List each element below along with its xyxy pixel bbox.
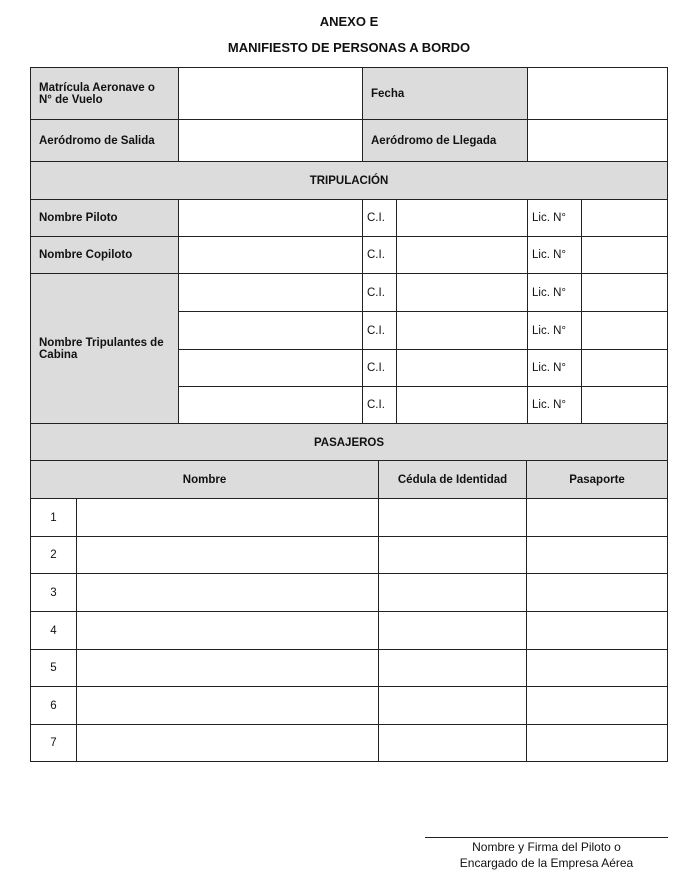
cabin-crew-ci-field[interactable] <box>397 274 528 312</box>
cabin-crew-name-field[interactable] <box>179 312 363 350</box>
passenger-passport-field[interactable] <box>527 725 668 762</box>
passenger-name-field[interactable] <box>77 574 379 612</box>
column-header-passport: Pasaporte <box>527 461 668 499</box>
pilot-license-field[interactable] <box>582 200 668 237</box>
copilot-ci-field[interactable] <box>397 237 528 274</box>
arrival-label: Aeródromo de Llegada <box>363 120 528 162</box>
passengers-section-title: PASAJEROS <box>31 424 668 462</box>
row-number: 2 <box>31 537 77 574</box>
passenger-passport-field[interactable] <box>527 612 668 650</box>
license-label: Lic. N° <box>528 200 582 237</box>
passengers-table <box>30 460 668 762</box>
ci-label: C.I. <box>363 387 397 424</box>
passenger-passport-field[interactable] <box>527 537 668 574</box>
passenger-name-field[interactable] <box>77 499 379 537</box>
arrival-field[interactable] <box>528 120 668 162</box>
table-row <box>31 537 668 574</box>
passenger-id-field[interactable] <box>379 574 527 612</box>
row-number: 1 <box>31 499 77 537</box>
passenger-id-field[interactable] <box>379 725 527 762</box>
cabin-crew-label: Nombre Tripulantes de Cabina <box>31 274 179 424</box>
cabin-crew-name-field[interactable] <box>179 387 363 424</box>
passenger-name-field[interactable] <box>77 650 379 687</box>
passenger-id-field[interactable] <box>379 612 527 650</box>
passenger-id-field[interactable] <box>379 499 527 537</box>
row-number: 7 <box>31 725 77 762</box>
table-row <box>31 687 668 725</box>
passenger-name-field[interactable] <box>77 537 379 574</box>
passenger-passport-field[interactable] <box>527 499 668 537</box>
license-label: Lic. N° <box>528 237 582 274</box>
pilot-name-field[interactable] <box>179 200 363 237</box>
departure-label: Aeródromo de Salida <box>31 120 179 162</box>
passenger-passport-field[interactable] <box>527 650 668 687</box>
cabin-crew-ci-field[interactable] <box>397 312 528 350</box>
license-label: Lic. N° <box>528 387 582 424</box>
copilot-name-field[interactable] <box>179 237 363 274</box>
signature-caption-line2: Encargado de la Empresa Aérea <box>459 856 634 870</box>
date-field[interactable] <box>528 68 668 120</box>
registration-label: Matrícula Aeronave o N° de Vuelo <box>31 68 179 120</box>
copilot-license-field[interactable] <box>582 237 668 274</box>
passenger-name-field[interactable] <box>77 687 379 725</box>
column-header-name: Nombre <box>31 461 379 499</box>
crew-section-title: TRIPULACIÓN <box>31 162 668 200</box>
flight-crew-table <box>30 67 668 462</box>
cabin-crew-ci-field[interactable] <box>397 350 528 387</box>
ci-label: C.I. <box>363 350 397 387</box>
pilot-label: Nombre Piloto <box>31 200 179 237</box>
ci-label: C.I. <box>363 200 397 237</box>
ci-label: C.I. <box>363 237 397 274</box>
registration-field[interactable] <box>179 68 363 120</box>
signature-line <box>425 837 668 838</box>
passenger-id-field[interactable] <box>379 650 527 687</box>
ci-label: C.I. <box>363 312 397 350</box>
license-label: Lic. N° <box>528 274 582 312</box>
passenger-passport-field[interactable] <box>527 574 668 612</box>
table-row <box>31 725 668 762</box>
cabin-crew-license-field[interactable] <box>582 274 668 312</box>
signature-caption-line1: Nombre y Firma del Piloto o <box>472 840 621 854</box>
ci-label: C.I. <box>363 274 397 312</box>
passenger-name-field[interactable] <box>77 725 379 762</box>
cabin-crew-name-field[interactable] <box>179 350 363 387</box>
cabin-crew-ci-field[interactable] <box>397 387 528 424</box>
cabin-crew-license-field[interactable] <box>582 312 668 350</box>
row-number: 5 <box>31 650 77 687</box>
table-row <box>31 499 668 537</box>
table-row <box>31 612 668 650</box>
passenger-name-field[interactable] <box>77 612 379 650</box>
cabin-crew-license-field[interactable] <box>582 350 668 387</box>
page-title: MANIFIESTO DE PERSONAS A BORDO <box>227 40 471 55</box>
pilot-ci-field[interactable] <box>397 200 528 237</box>
passenger-id-field[interactable] <box>379 687 527 725</box>
license-label: Lic. N° <box>528 312 582 350</box>
table-row <box>31 574 668 612</box>
passenger-id-field[interactable] <box>379 537 527 574</box>
copilot-label: Nombre Copiloto <box>31 237 179 274</box>
departure-field[interactable] <box>179 120 363 162</box>
annex-heading: ANEXO E <box>319 14 379 29</box>
cabin-crew-name-field[interactable] <box>179 274 363 312</box>
table-row <box>31 650 668 687</box>
row-number: 3 <box>31 574 77 612</box>
passenger-passport-field[interactable] <box>527 687 668 725</box>
column-header-id: Cédula de Identidad <box>379 461 527 499</box>
license-label: Lic. N° <box>528 350 582 387</box>
row-number: 6 <box>31 687 77 725</box>
cabin-crew-license-field[interactable] <box>582 387 668 424</box>
date-label: Fecha <box>363 68 528 120</box>
row-number: 4 <box>31 612 77 650</box>
